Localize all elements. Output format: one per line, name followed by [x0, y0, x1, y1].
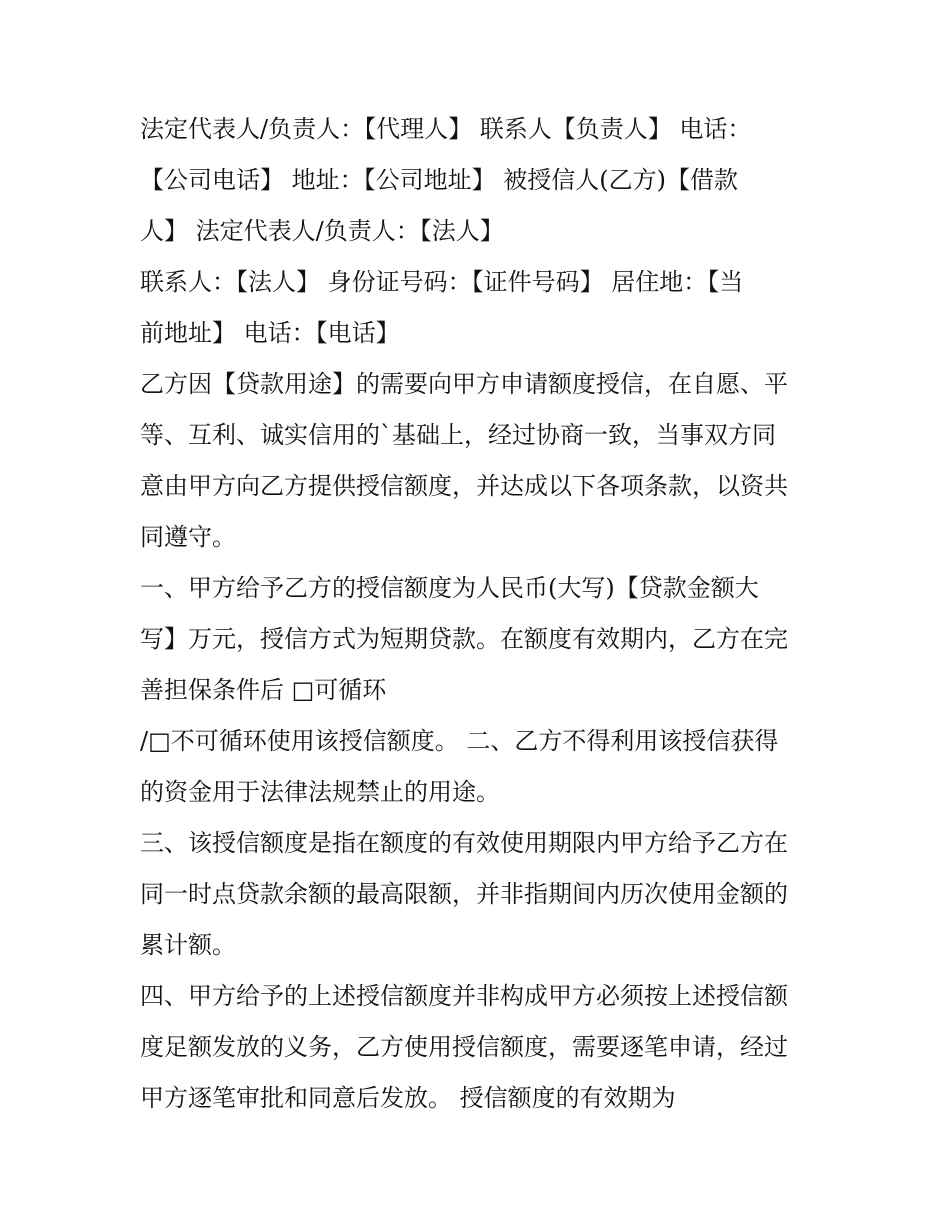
- text-line: 的资金用于法律法规禁止的用途。: [140, 778, 500, 806]
- text-line: 人】 法定代表人/负责人：【法人】: [140, 217, 504, 245]
- contract-body: [140, 104, 820, 1124]
- text-line: 一、甲方给予乙方的授信额度为人民币(大写)【贷款金额大: [140, 574, 759, 602]
- text-line: 前地址】 电话：【电话】: [140, 319, 400, 347]
- text-line: 联系人：【法人】 身份证号码：【证件号码】 居住地：【当: [140, 268, 744, 296]
- text-line: 度足额发放的义务，乙方使用授信额度，需要逐笔申请，经过: [140, 1033, 788, 1061]
- text-line: 四、甲方给予的上述授信额度并非构成甲方必须按上述授信额: [140, 982, 788, 1010]
- text-line: 累计额。: [140, 931, 236, 959]
- text-line: 善担保条件后 □可循环: [140, 676, 387, 704]
- text-line: 写】万元，授信方式为短期贷款。在额度有效期内，乙方在完: [140, 625, 788, 653]
- text-line: 等、互利、诚实信用的`基础上，经过协商一致，当事双方同: [140, 421, 776, 449]
- text-line: 【公司电话】 地址：【公司地址】 被授信人(乙方)【借款: [140, 166, 738, 194]
- text-line: 法定代表人/负责人：【代理人】 联系人【负责人】 电话：: [140, 115, 752, 143]
- text-line: 意由甲方向乙方提供授信额度，并达成以下各项条款，以资共: [140, 472, 788, 500]
- text-line: 三、该授信额度是指在额度的有效使用期限内甲方给予乙方在: [140, 829, 788, 857]
- text-line: 同一时点贷款余额的最高限额，并非指期间内历次使用金额的: [140, 880, 788, 908]
- text-line: /□不可循环使用该授信额度。 二、乙方不得利用该授信获得: [140, 727, 779, 755]
- text-line: 乙方因【贷款用途】的需要向甲方申请额度授信，在自愿、平: [140, 370, 788, 398]
- text-line: 甲方逐笔审批和同意后发放。 授信额度的有效期为: [140, 1084, 676, 1112]
- text-line: 同遵守。: [140, 523, 236, 551]
